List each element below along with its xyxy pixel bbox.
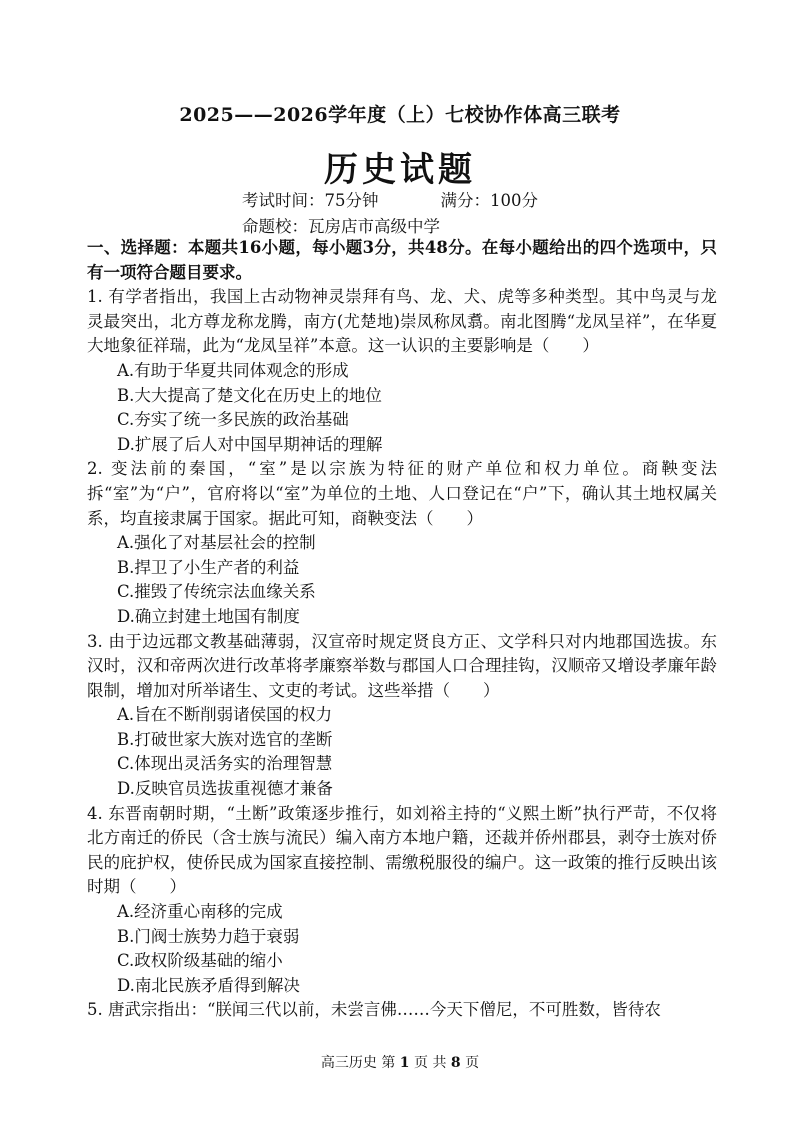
exam-title: 2025——2026学年度（上）七校协作体高三联考 (179, 104, 621, 126)
option-a: A.有助于华夏共同体观念的形成 (117, 360, 349, 380)
option-b: B.打破世家大族对选官的垄断 (117, 729, 333, 749)
option-b: B.捍卫了小生产者的利益 (117, 557, 300, 577)
question-1 (87, 285, 717, 457)
exam-time: 考试时间：75分钟 (242, 191, 379, 210)
setting-school: 命题校：瓦房店市高级中学 (242, 217, 440, 236)
option-d: D.反映官员选拔重视德才兼备 (117, 779, 333, 799)
option-a: A.经济重心南移的完成 (117, 902, 283, 922)
footer-page-suffix: 页 (465, 1055, 480, 1071)
footer-page-total: 8 (450, 1055, 461, 1071)
option-a: A.旨在不断削弱诸侯国的权力 (117, 705, 333, 725)
question-stem: 5. 唐武宗指出：“朕闻三代以前，未尝言佛……今天下僧尼，不可胜数，皆待农 (87, 1000, 661, 1020)
option-c: C.体现出灵活务实的治理智慧 (117, 754, 333, 774)
option-c: C.政权阶级基础的缩小 (117, 951, 283, 971)
question-2 (87, 457, 717, 629)
question-5 (87, 998, 717, 1023)
footer-subject: 高三历史 (320, 1055, 377, 1071)
subject-title: 历史试题 (324, 150, 476, 190)
question-stem: 2. 变法前的秦国，“室”是以宗族为特征的财产单位和权力单位。商鞅变法拆“室”为“户”，官府将以“室”为单位的土地、人口登记在“户”下，确认其土地权属关系，均直接隶属于国家。据此可知，商鞅变法（ ） (87, 459, 717, 528)
option-d: D.南北民族矛盾得到解决 (117, 975, 300, 995)
exam-info-line (242, 187, 538, 211)
option-b: B.门阀士族势力趋于衰弱 (117, 926, 300, 946)
question-4 (87, 802, 717, 999)
question-3 (87, 630, 717, 802)
option-d: D.扩展了后人对中国早期神话的理解 (117, 434, 383, 454)
option-c: C.摧毁了传统宗法血缘关系 (117, 582, 316, 602)
option-c: C.夯实了统一多民族的政治基础 (117, 410, 349, 430)
option-b: B.大大提高了楚文化在历史上的地位 (117, 385, 382, 405)
option-d: D.确立封建土地国有制度 (117, 606, 300, 626)
section-heading: 一、选择题：本题共16小题，每小题3分，共48分。在每小题给出的四个选项中，只有一项符合题目要求。 (87, 238, 717, 282)
exam-body (87, 236, 717, 1023)
footer-page-number: 1 (399, 1055, 410, 1071)
question-stem: 3. 由于边远郡文教基础薄弱，汉宣帝时规定贤良方正、文学科只对内地郡国选拔。东汉时，汉和帝两次进行改革将孝廉察举数与郡国人口合理挂钩，汉顺帝又增设孝廉年龄限制，增加对所举诸生、文吏的考试。这些举措（ ） (87, 631, 717, 700)
footer-page-prefix: 第 (381, 1055, 396, 1071)
footer-page-mid: 页 共 (414, 1055, 447, 1071)
question-stem: 4. 东晋南朝时期，“土断”政策逐步推行，如刘裕主持的“义熙土断”执行严苛，不仅将北方南迁的侨民（含士族与流民）编入南方本地户籍，还裁并侨州郡县，剥夺士族对侨民的庇护权，使侨民成为国家直接控制、需缴税服役的编户。这一政策的推行反映出该时期（ ） (87, 803, 717, 897)
question-stem: 1. 有学者指出，我国上古动物神灵崇拜有鸟、龙、犬、虎等多种类型。其中鸟灵与龙灵最突出，北方尊龙称龙腾，南方(尤楚地)崇凤称凤翥。南北图腾“龙凤呈祥”，在华夏大地象征祥瑞，此为“龙凤呈祥”本意。这一认识的主要影响是（ ） (87, 287, 717, 356)
page-footer (0, 1052, 800, 1072)
full-score: 满分：100分 (440, 191, 538, 210)
option-a: A.强化了对基层社会的控制 (117, 533, 316, 553)
